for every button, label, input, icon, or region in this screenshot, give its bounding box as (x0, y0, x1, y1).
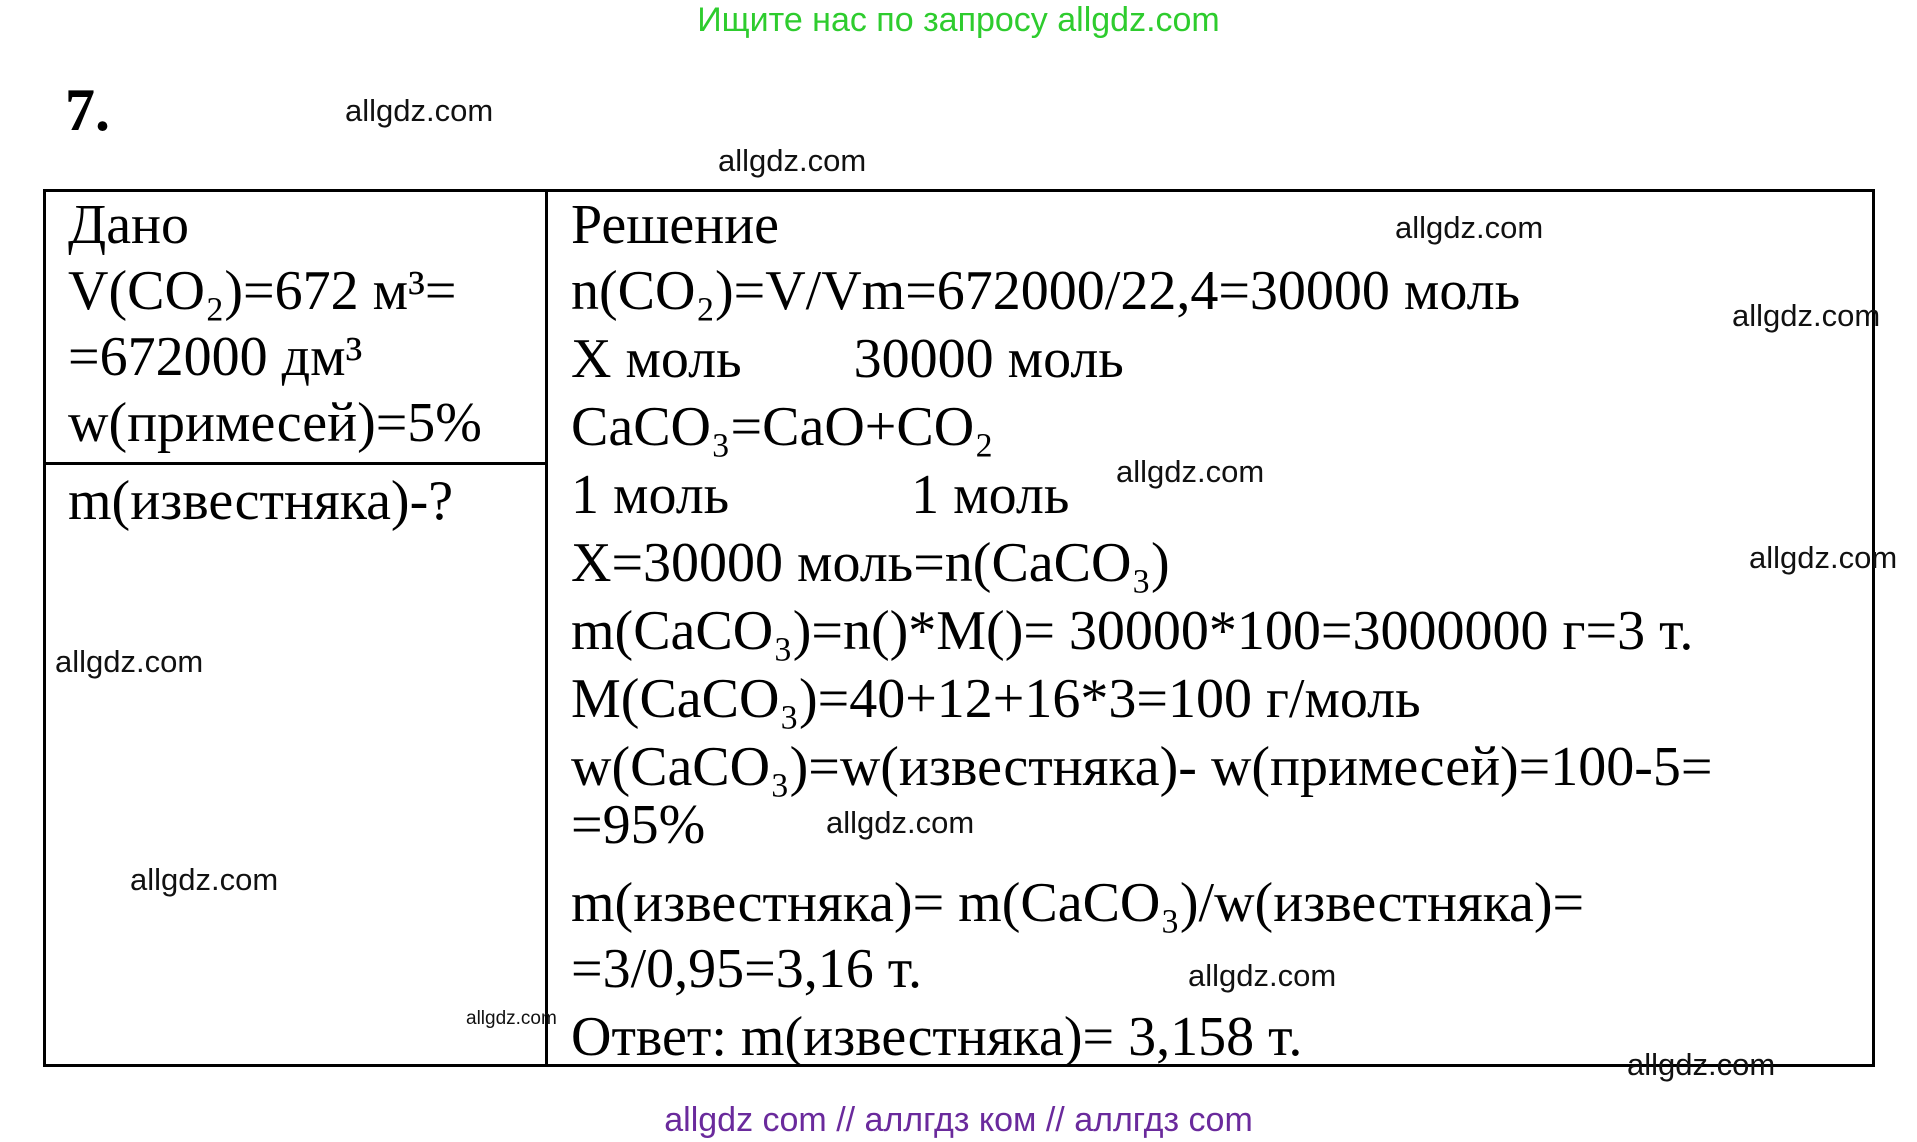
solution-title: Решение (571, 194, 780, 256)
solution-line: 1 моль 1 моль (571, 464, 1070, 526)
solution-line: X моль 30000 моль (571, 328, 1124, 390)
watermark: allgdz.com (1395, 210, 1544, 245)
watermark: allgdz.com (1116, 454, 1265, 489)
task-number: 7. (65, 77, 110, 143)
watermark: allgdz.com (718, 143, 867, 178)
watermark: allgdz.com (826, 805, 975, 840)
watermark: allgdz.com (130, 862, 279, 897)
given-line: =672000 дм³ (68, 326, 363, 388)
given-line: w(примесей)=5% (68, 392, 482, 454)
footer-links: allgdz com // аллгдз ком // аллгдз com (664, 1101, 1253, 1139)
watermark: allgdz.com (55, 644, 204, 679)
column-divider (545, 192, 548, 1064)
solution-line: CaCO₃=CaO+CO₂ (571, 396, 994, 458)
watermark: allgdz.com (1627, 1047, 1776, 1082)
solution-table (43, 189, 1875, 1067)
solution-line: X=30000 моль=n(CaCO₃) (571, 532, 1170, 594)
solution-line: =95% (571, 794, 706, 856)
given-find-divider (46, 462, 548, 465)
given-title: Дано (68, 194, 190, 256)
answer-line: Ответ: m(известняка)= 3,158 т. (571, 1006, 1303, 1068)
given-line: V(CO₂)=672 м³= (68, 260, 457, 322)
watermark: allgdz.com (345, 93, 494, 128)
search-banner: Ищите нас по запросу allgdz.com (697, 1, 1220, 39)
watermark: allgdz.com (1749, 540, 1898, 575)
solution-line: M(CaCO₃)=40+12+16*3=100 г/моль (571, 668, 1421, 730)
watermark: allgdz.com (1188, 958, 1337, 993)
watermark: allgdz.com (1732, 298, 1881, 333)
solution-line: m(CaCO₃)=n()*M()= 30000*100=3000000 г=3 т. (571, 600, 1694, 662)
solution-line: w(CaCO₃)=w(известняка)- w(примесей)=100-5= (571, 736, 1713, 798)
watermark: allgdz.com (466, 1008, 557, 1029)
find-line: m(известняка)-? (68, 470, 454, 532)
solution-line: n(CO₂)=V/Vm=672000/22,4=30000 моль (571, 260, 1521, 322)
solution-line: =3/0,95=3,16 т. (571, 938, 922, 1000)
solution-line: m(известняка)= m(CaCO₃)/w(известняка)= (571, 872, 1585, 934)
